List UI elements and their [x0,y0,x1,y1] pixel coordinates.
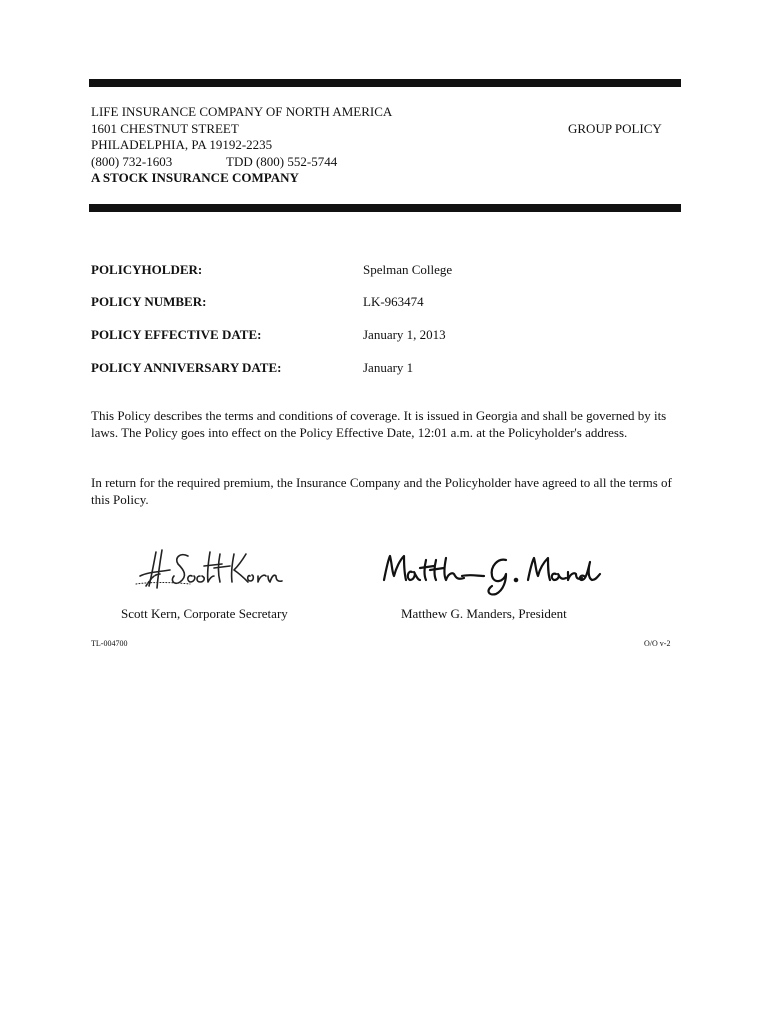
form-version: O/O v-2 [644,639,671,648]
field-label: POLICYHOLDER: [91,262,203,277]
header-bottom-rule [89,204,681,212]
field-value: Spelman College [363,262,453,277]
field-label: POLICY ANNIVERSARY DATE: [91,360,282,375]
company-header [91,104,392,187]
company-phones [91,154,392,171]
field-value: LK-963474 [363,294,424,309]
field-label: POLICY NUMBER: [91,294,207,309]
secretary-signature [130,546,290,592]
company-street: 1601 CHESTNUT STREET [91,120,239,136]
field-value: January 1, 2013 [363,327,446,342]
company-tdd: TDD (800) 552-5744 [226,153,338,169]
company-city-state-zip: PHILADELPHIA, PA 19192-2235 [91,137,273,152]
header-top-rule [89,79,681,87]
policy-type: GROUP POLICY [568,121,662,136]
terms-paragraph: This Policy describes the terms and conditions of coverage. It is issued in Georgia and shall be governed by its laws. The Policy goes into effect on the Policy Effective Date, 12:01 a.m. at the Policyholder's address. [91,408,667,440]
field-label: POLICY EFFECTIVE DATE: [91,327,262,342]
form-code: TL-004700 [91,639,128,648]
agreement-paragraph: In return for the required premium, the Insurance Company and the Policyholder have agreed to all the terms of this Policy. [91,475,672,507]
president-name: Matthew G. Manders, President [401,606,567,621]
company-phone: (800) 732-1603 [91,153,173,169]
company-type: A STOCK INSURANCE COMPANY [91,170,299,185]
field-value: January 1 [363,360,414,375]
president-signature [378,550,608,596]
company-name: LIFE INSURANCE COMPANY OF NORTH AMERICA [91,104,393,119]
secretary-name: Scott Kern, Corporate Secretary [121,606,288,621]
